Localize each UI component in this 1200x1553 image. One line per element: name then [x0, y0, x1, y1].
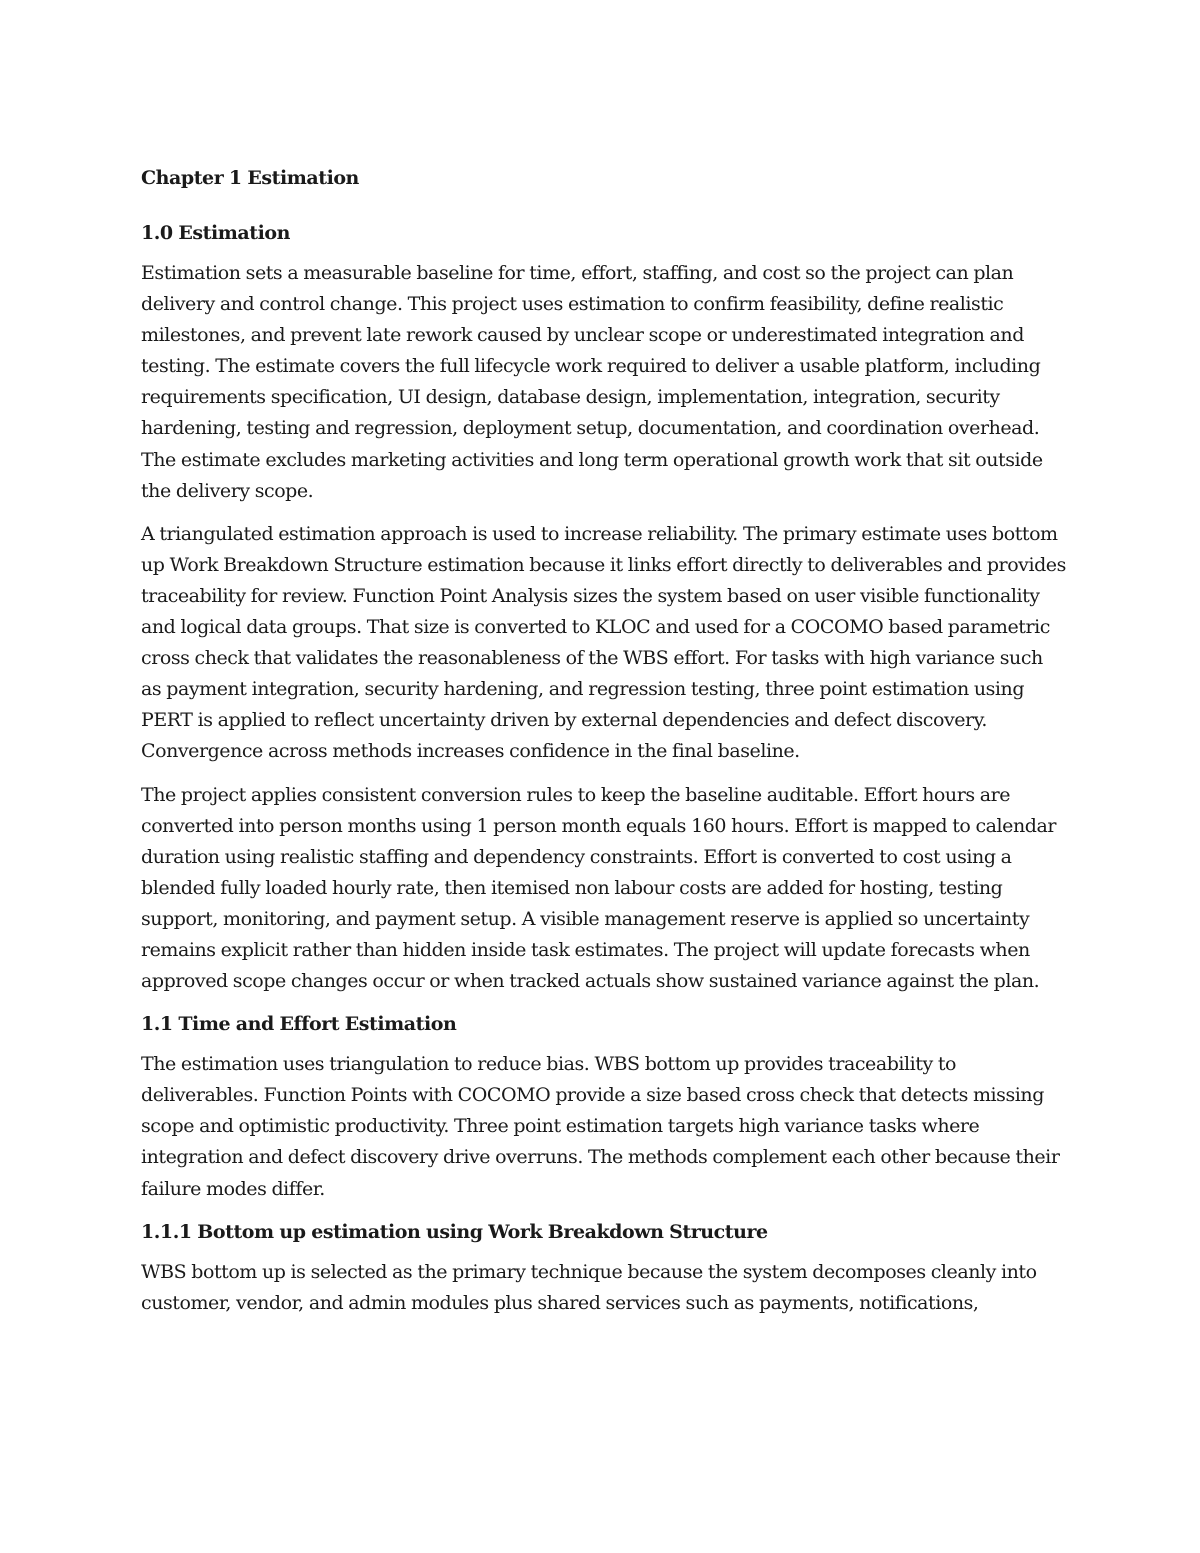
paragraph: WBS bottom up is selected as the primary technique because the system decomposes cleanly into customer, vendor, and admin modules plus shared services such as payments, notifications,	[141, 1260, 1037, 1314]
paragraph: The estimation uses triangulation to reduce bias. WBS bottom up provides traceability to deliverables. Function Points with COCOMO provide a size based cross check that detects missing scope and optimistic productivity. Three point estimation targets high variance tasks where integration and defect discovery drive overruns. The methods complement each other because their failure modes differ.	[141, 1053, 1060, 1200]
paragraph: Estimation sets a measurable baseline for time, effort, staffing, and cost so the project can plan delivery and control change. This project uses estimation to confirm feasibility, define realistic milestones, and prevent late rework caused by unclear scope or underestimated integration and testing. The estimate covers the full lifecycle work required to deliver a usable platform, including requirements specification, UI design, database design, implementation, integration, security hardening, testing and regression, deployment setup, documentation, and coordination overhead. The estimate excludes marketing activities and long term operational growth work that sit outside the delivery scope.	[141, 262, 1043, 502]
chapter-title: Chapter 1 Estimation	[141, 167, 359, 189]
paragraph: A triangulated estimation approach is used to increase reliability. The primary estimate uses bottom up Work Breakdown Structure estimation because it links effort directly to deliverables and provides traceability for review. Function Point Analysis sizes the system based on user visible functionality and logical data groups. That size is converted to KLOC and used for a COCOMO based parametric cross check that validates the reasonableness of the WBS effort. For tasks with high variance such as payment integration, security hardening, and regression testing, three point estimation using PERT is applied to reflect uncertainty driven by external dependencies and defect discovery. Convergence across methods increases confidence in the final baseline.	[141, 522, 1066, 763]
section-heading-1-1: 1.1 Time and Effort Estimation	[141, 1013, 457, 1036]
document-body	[141, 163, 1066, 1331]
paragraph: The project applies consistent conversion rules to keep the baseline auditable. Effort hours are converted into person months using 1 person month equals 160 hours. Effort is mapped to calendar duration using realistic staffing and dependency constraints. Effort is converted to cost using a blended fully loaded hourly rate, then itemised non labour costs are added for hosting, testing support, monitoring, and payment setup. A visible management reserve is applied so uncertainty remains explicit rather than hidden inside task estimates. The project will update forecasts when approved scope changes occur or when tracked actuals show sustained variance against the plan.	[141, 783, 1056, 993]
subsection-heading-1-1-1: 1.1.1 Bottom up estimation using Work Breakdown Structure	[141, 1220, 768, 1243]
section-heading-1-0: 1.0 Estimation	[141, 222, 290, 244]
